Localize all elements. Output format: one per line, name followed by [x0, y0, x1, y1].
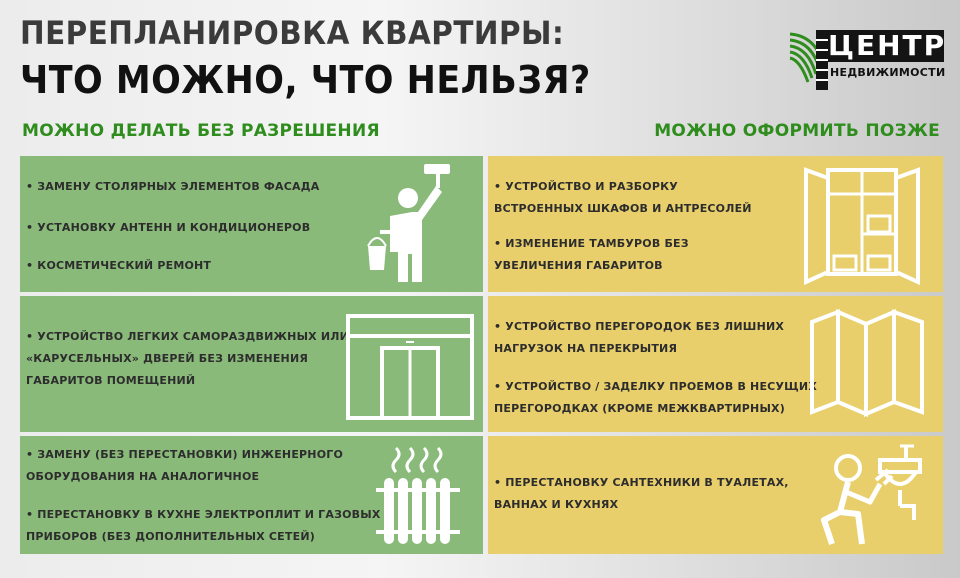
plumber-icon — [818, 440, 932, 550]
list-item: • УСТАНОВКУ АНТЕНН И КОНДИЦИОНЕРОВ — [26, 221, 311, 234]
right-column-heading: МОЖНО ОФОРМИТЬ ПОЗЖЕ — [654, 121, 940, 141]
radiator-icon — [376, 444, 460, 550]
list-item: НАГРУЗОК НА ПЕРЕКРЫТИЯ — [494, 342, 678, 355]
page-title-line2: ЧТО МОЖНО, ЧТО НЕЛЬЗЯ? — [20, 58, 591, 102]
right-panel-2 — [488, 296, 943, 432]
list-item: ОБОРУДОВАНИЯ НА АНАЛОГИЧНОЕ — [26, 470, 260, 483]
list-item: • ИЗМЕНЕНИЕ ТАМБУРОВ БЕЗ — [494, 237, 689, 250]
list-item: ПЕРЕГОРОДКАХ (КРОМЕ МЕЖКВАРТИРНЫХ) — [494, 402, 785, 415]
left-panel-3 — [20, 436, 483, 554]
list-item: • ПЕРЕСТАНОВКУ В КУХНЕ ЭЛЕКТРОПЛИТ И ГАЗОВЫХ — [26, 508, 381, 521]
logo — [786, 26, 946, 94]
list-item: ПРИБОРОВ (БЕЗ ДОПОЛНИТЕЛЬНЫХ СЕТЕЙ) — [26, 530, 315, 543]
list-item: ВСТРОЕННЫХ ШКАФОВ И АНТРЕСОЛЕЙ — [494, 202, 752, 215]
wardrobe-icon — [802, 164, 922, 286]
page-title-line1: ПЕРЕПЛАНИРОВКА КВАРТИРЫ: — [20, 14, 565, 52]
list-item: ГАБАРИТОВ ПОМЕЩЕНИЙ — [26, 374, 196, 387]
list-item: • ЗАМЕНУ (БЕЗ ПЕРЕСТАНОВКИ) ИНЖЕНЕРНОГО — [26, 448, 344, 461]
list-item: • УСТРОЙСТВО ЛЕГКИХ САМОРАЗДВИЖНЫХ ИЛИ — [26, 330, 350, 343]
list-item: • УСТРОЙСТВО ПЕРЕГОРОДОК БЕЗ ЛИШНИХ — [494, 320, 785, 333]
painter-icon — [360, 160, 460, 288]
partition-icon — [808, 306, 926, 418]
list-item: • КОСМЕТИЧЕСКИЙ РЕМОНТ — [26, 259, 212, 272]
list-item: ВАННАХ И КУХНЯХ — [494, 498, 619, 511]
left-panel-1 — [20, 156, 483, 292]
list-item: «КАРУСЕЛЬНЫХ» ДВЕРЕЙ БЕЗ ИЗМЕНЕНИЯ — [26, 352, 309, 365]
logo-subtitle: НЕДВИЖИМОСТИ — [830, 66, 946, 79]
right-panel-3 — [488, 436, 943, 554]
left-column-heading: МОЖНО ДЕЛАТЬ БЕЗ РАЗРЕШЕНИЯ — [22, 121, 380, 141]
right-panel-1 — [488, 156, 943, 292]
sliding-door-icon — [346, 314, 474, 420]
logo-word: ЦЕНТР — [828, 29, 947, 62]
list-item: • УСТРОЙСТВО / ЗАДЕЛКУ ПРОЕМОВ В НЕСУЩИХ — [494, 380, 818, 393]
logo-mark-icon — [786, 26, 830, 94]
list-item: • УСТРОЙСТВО И РАЗБОРКУ — [494, 180, 678, 193]
list-item: • ПЕРЕСТАНОВКУ САНТЕХНИКИ В ТУАЛЕТАХ, — [494, 476, 789, 489]
list-item: • ЗАМЕНУ СТОЛЯРНЫХ ЭЛЕМЕНТОВ ФАСАДА — [26, 180, 320, 193]
left-panel-2 — [20, 296, 483, 432]
list-item: УВЕЛИЧЕНИЯ ГАБАРИТОВ — [494, 259, 663, 272]
